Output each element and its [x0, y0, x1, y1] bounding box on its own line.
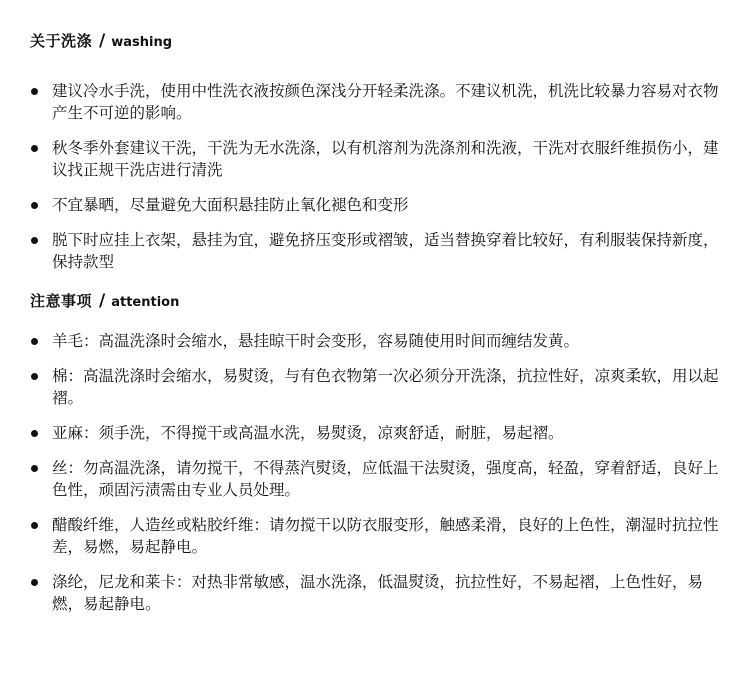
list-item [30, 137, 726, 181]
bullet-dot-icon [31, 430, 38, 437]
list-item-text: 脱下时应挂上衣架，悬挂为宜，避免挤压变形或褶皱，适当替换穿着比较好，有利服装保持新度，保持款型 [52, 231, 719, 271]
attention-title-zh: 注意事项 [30, 292, 93, 310]
bullet-dot-icon [31, 465, 38, 472]
bullet-dot-icon [31, 88, 38, 95]
list-item [30, 457, 726, 501]
bullet-dot-icon [31, 202, 38, 209]
list-item-text: 羊毛：高温洗涤时会缩水，悬挂晾干时会变形，容易随使用时间而缠结发黄。 [52, 332, 580, 350]
washing-title-zh: 关于洗涤 [30, 32, 93, 50]
washing-title-en: washing [111, 35, 173, 50]
attention-title-en: attention [111, 295, 180, 310]
bullet-dot-icon [31, 237, 38, 244]
list-item-text: 秋冬季外套建议干洗，干洗为无水洗涤，以有机溶剂为洗涤剂和洗液，干洗对衣服纤维损伤小，建议找正规干洗店进行清洗 [52, 139, 719, 179]
list-item-text: 亚麻：须手洗，不得搅干或高温水洗，易熨烫，凉爽舒适，耐脏，易起褶。 [52, 424, 564, 442]
list-item [30, 194, 726, 216]
list-item-text: 丝：勿高温洗涤，请勿搅干，不得蒸汽熨烫，应低温干法熨烫，强度高，轻盈，穿着舒适，良好上色性，顽固污渍需由专业人员处理。 [52, 459, 719, 499]
list-item-text: 不宜暴晒，尽量避免大面积悬挂防止氧化褪色和变形 [52, 196, 409, 214]
list-item [30, 229, 726, 273]
list-item-text: 醋酸纤维，人造丝或粘胶纤维：请勿搅干以防衣服变形，触感柔滑，良好的上色性，潮湿时抗拉性差，易燃，易起静电。 [52, 516, 719, 556]
list-item [30, 365, 726, 409]
bullet-dot-icon [31, 579, 38, 586]
washing-list [30, 80, 726, 273]
washing-section-title [30, 30, 726, 56]
attention-title-separator: / [99, 291, 106, 311]
bullet-dot-icon [31, 145, 38, 152]
list-item [30, 80, 726, 124]
list-item [30, 571, 726, 615]
list-item-text: 棉：高温洗涤时会缩水，易熨烫，与有色衣物第一次必须分开洗涤，抗拉性好，凉爽柔软，用以起褶。 [52, 367, 719, 407]
bullet-dot-icon [31, 522, 38, 529]
list-item [30, 330, 726, 352]
washing-title-separator: / [99, 31, 106, 51]
bullet-dot-icon [31, 373, 38, 380]
attention-list [30, 330, 726, 615]
list-item-text: 建议冷水手洗，使用中性洗衣液按颜色深浅分开轻柔洗涤。不建议机洗，机洗比较暴力容易对衣物产生不可逆的影响。 [52, 82, 719, 122]
attention-section-title [30, 290, 726, 316]
list-item [30, 422, 726, 444]
list-item-text: 涤纶，尼龙和莱卡：对热非常敏感，温水洗涤，低温熨烫，抗拉性好，不易起褶，上色性好，易燃，易起静电。 [52, 573, 704, 613]
bullet-dot-icon [31, 338, 38, 345]
list-item [30, 514, 726, 558]
